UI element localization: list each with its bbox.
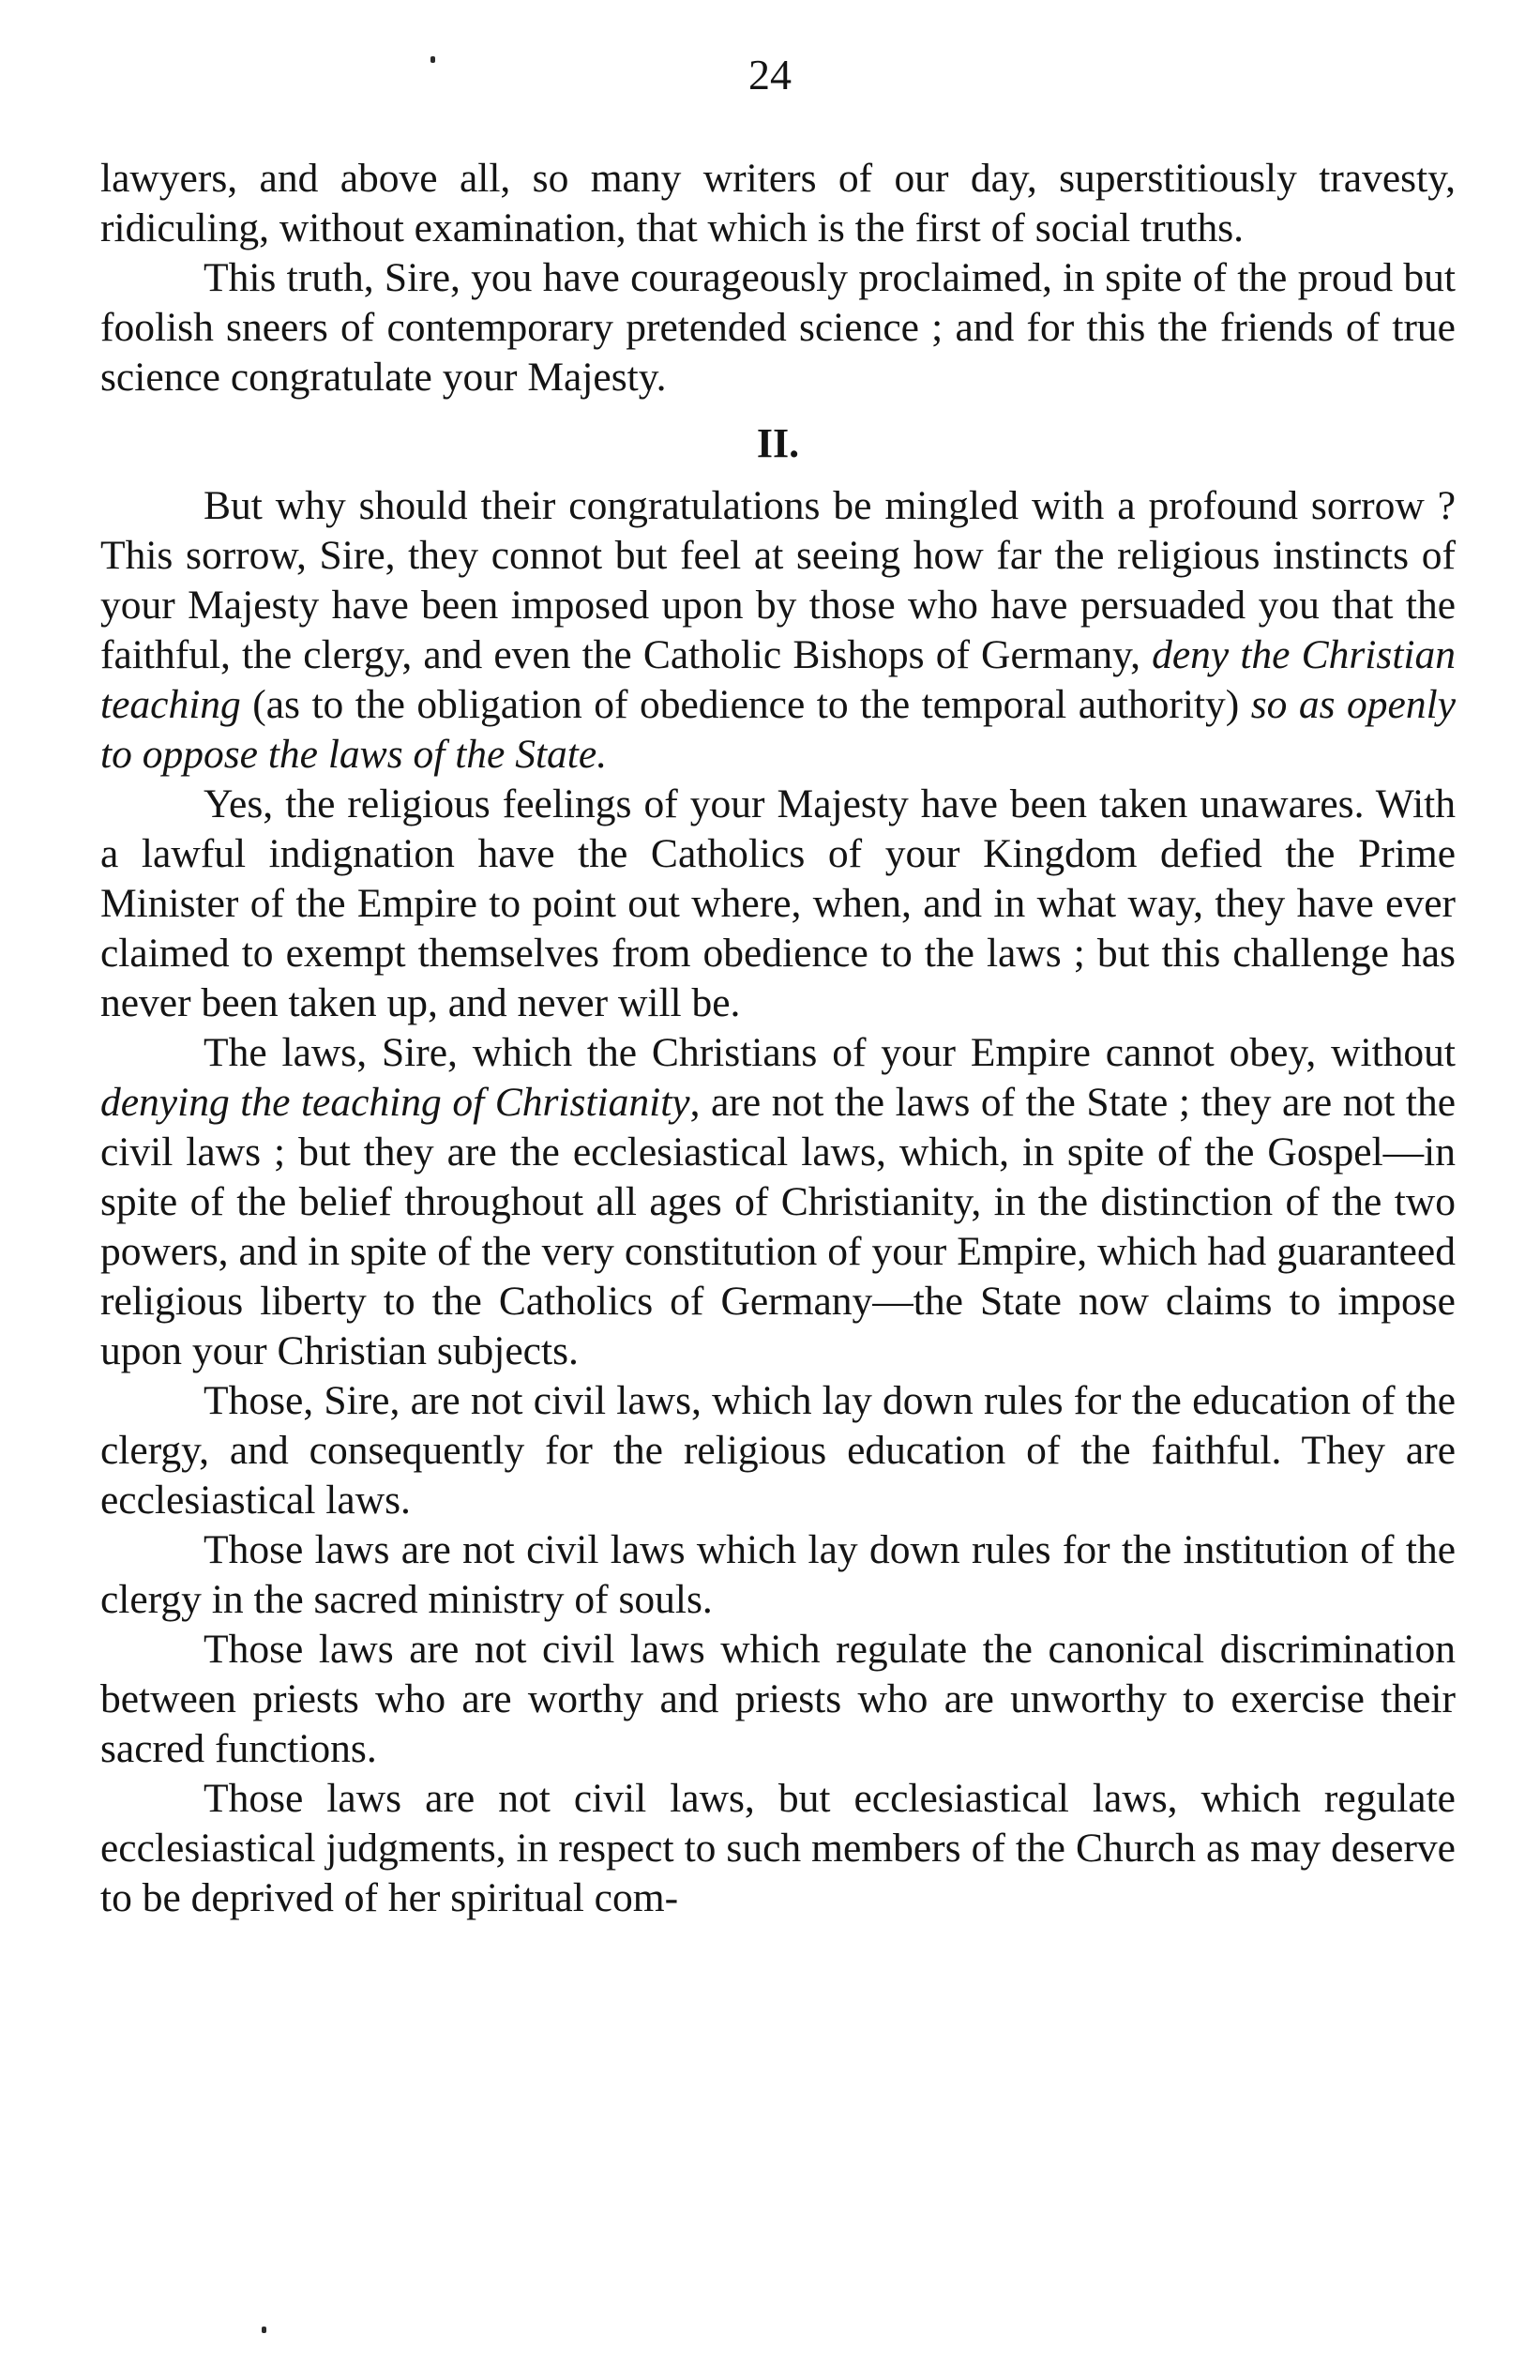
text-run: , are not the laws of the State ; they are not the civil laws ; but they are the ecclesiastical laws, which, in spite of the Gospel—in spite of the belief throughout all ages of Christianity, in the distinction of the two powers, and in spite of the very constitution of your Empire, which had guaranteed religious liberty to the Catholics of Germany—the State now claims to impose upon your Christian subjects.: [100, 1080, 1456, 1373]
text-run: Those laws are not civil laws which lay down rules for the institution of the clergy in the sacred ministry of souls.: [100, 1527, 1456, 1622]
paragraph: [100, 1028, 1456, 1376]
text-run: lawyers, and above all, so many writers of our day, superstitiously travesty, ridiculing, without examination, that which is the first of social truths.: [100, 156, 1456, 250]
text-run: The laws, Sire, which the Christians of your Empire cannot obey, without: [204, 1030, 1456, 1075]
paragraph: [100, 1376, 1456, 1525]
italic-text: deny the Christian teaching: [100, 632, 1456, 727]
section-heading: II.: [756, 420, 800, 466]
text-run: Yes, the religious feelings of your Majesty have been taken unawares. With a lawful indignation have the Catholics of your Kingdom defied the Prime Minister of the Empire to point out where, when, and in what way, they have ever claimed to exempt themselves from obedience to the laws ; but this challenge has never been taken up, and never will be.: [100, 781, 1456, 1025]
paragraph: [100, 1525, 1456, 1625]
text-run: But why should their congratulations be mingled with a profound sorrow ? This sorrow, Sire, they connot but feel at seeing how far the religious instincts of your Majesty have been imposed upon by those who have persuaded you that the faithful, the clergy, and even the Catholic Bishops of Germany,: [100, 483, 1456, 677]
text-run: Those, Sire, are not civil laws, which lay down rules for the education of the clergy, and consequently for the religious education of the faithful. They are ecclesiastical laws.: [100, 1378, 1456, 1523]
paragraphs-after-heading: [100, 481, 1456, 1923]
paragraphs-before-heading: [100, 154, 1456, 402]
text-run: This truth, Sire, you have courageously proclaimed, in spite of the proud but foolish sneers of contemporary pretended science ; and for this the friends of true science congratulate your Majesty.: [100, 255, 1456, 400]
paragraph: [100, 1625, 1456, 1774]
italic-text: so as openly to oppose the laws of the State.: [100, 682, 1456, 777]
paragraph: [100, 481, 1456, 780]
paragraph: [100, 780, 1456, 1028]
page-number: 24: [748, 51, 792, 99]
paragraph: [100, 1774, 1456, 1923]
paragraph: [100, 154, 1456, 253]
body-text: [100, 154, 1456, 1923]
italic-text: denying the teaching of Christianity: [100, 1080, 690, 1125]
text-run: (as to the obligation of obedience to the temporal authority): [240, 682, 1251, 727]
paragraph: [100, 253, 1456, 402]
text-run: Those laws are not civil laws which regulate the canonical discrimination between priests who are worthy and priests who are unworthy to exercise their sacred functions.: [100, 1627, 1456, 1771]
print-speck: [262, 2327, 266, 2333]
text-run: Those laws are not civil laws, but ecclesiastical laws, which regulate ecclesiastical judgments, in respect to such members of the Church as may deserve to be deprived of her spiritual com-: [100, 1776, 1456, 1920]
